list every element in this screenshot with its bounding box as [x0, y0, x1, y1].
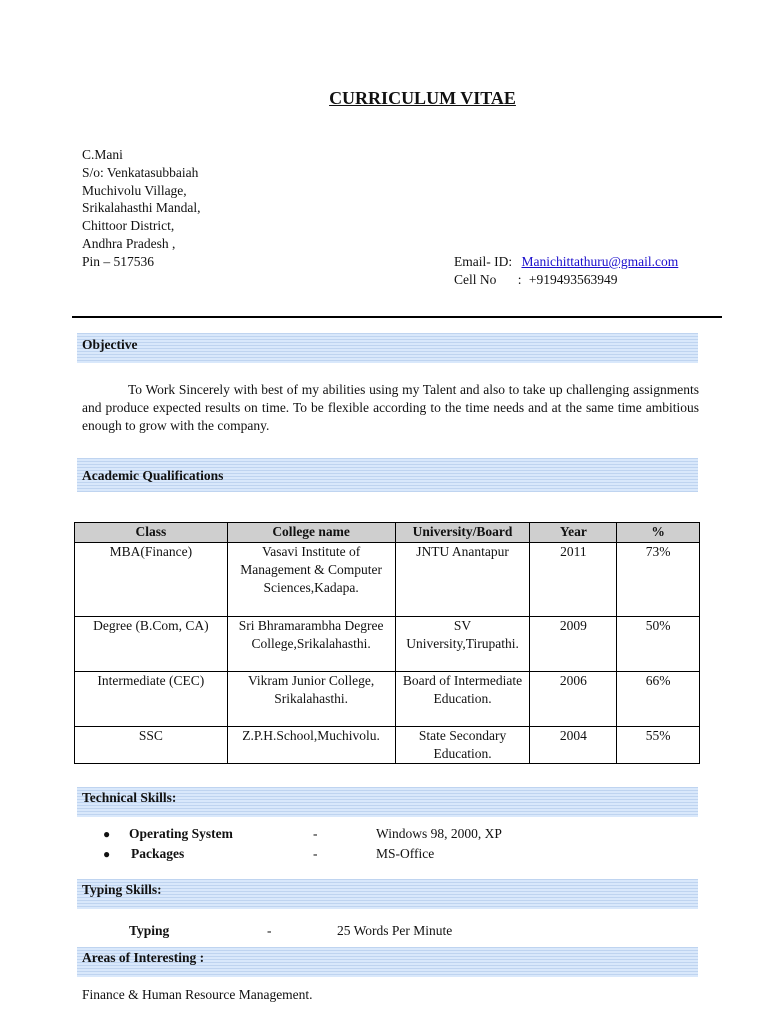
table-header-cell: College name	[227, 523, 395, 543]
typing-value: 25 Words Per Minute	[337, 923, 453, 938]
table-cell: 2011	[530, 543, 617, 617]
table-header-cell: Year	[530, 523, 617, 543]
typing-band	[77, 879, 698, 909]
table-cell: 2006	[530, 672, 617, 727]
table-cell: Sri Bhramarambha Degree College,Srikalahasthi.	[227, 617, 395, 672]
interests-text: Finance & Human Resource Management.	[82, 987, 313, 1002]
table-cell: Z.P.H.School,Muchivolu.	[227, 727, 395, 764]
document-title: CURRICULUM VITAE	[329, 88, 516, 108]
address-line: Srikalahasthi Mandal,	[82, 200, 201, 216]
table-cell: State Secondary Education.	[395, 727, 530, 764]
table-row	[75, 617, 700, 672]
address-line: Chittoor District,	[82, 218, 175, 234]
table-cell: MBA(Finance)	[75, 543, 228, 617]
cell-label: Cell No	[454, 272, 497, 287]
email-label: Email- ID:	[454, 254, 513, 269]
cell-separator: :	[517, 272, 522, 287]
address-line: Muchivolu Village,	[82, 182, 187, 198]
table-header-cell: Class	[75, 523, 228, 543]
table-cell: SSC	[75, 727, 228, 764]
table-cell: Vasavi Institute of Management & Computer Sciences,Kadapa.	[227, 543, 395, 617]
skill-label: Packages	[131, 846, 185, 861]
table-row	[75, 727, 700, 764]
table-cell: JNTU Anantapur	[395, 543, 530, 617]
skill-separator: -	[313, 846, 318, 861]
typing-separator: -	[267, 923, 272, 938]
table-cell: 50%	[617, 617, 700, 672]
address-line: Pin – 517536	[82, 253, 155, 269]
section-heading-objective: Objective	[82, 337, 138, 352]
section-heading-technical: Technical Skills:	[82, 790, 177, 805]
section-heading-typing: Typing Skills:	[82, 882, 162, 897]
table-cell: 73%	[617, 543, 700, 617]
objective-band	[77, 333, 698, 363]
table-row	[75, 672, 700, 727]
objective-text-content: To Work Sincerely with best of my abilities using my Talent and also to take up challenging assignments and produce expected results on time. To be flexible according to the time needs and at the same time ambitious enough to grow with the company.	[82, 382, 699, 433]
skill-value: Windows 98, 2000, XP	[376, 826, 502, 841]
table-cell: SV University,Tirupathi.	[395, 617, 530, 672]
email-link[interactable]: Manichittathuru@gmail.com	[521, 254, 679, 269]
academic-table	[74, 522, 700, 764]
table-cell: 55%	[617, 727, 700, 764]
skill-separator: -	[313, 826, 318, 841]
section-heading-interests: Areas of Interesting :	[82, 950, 205, 965]
bullet-icon: ●	[103, 827, 111, 841]
cell-number: +919493563949	[528, 272, 618, 287]
contact-block	[454, 253, 678, 289]
table-cell: Board of Intermediate Education.	[395, 672, 530, 727]
table-cell: Vikram Junior College, Srikalahasthi.	[227, 672, 395, 727]
skill-label: Operating System	[129, 826, 233, 841]
address-line: S/o: Venkatasubbaiah	[82, 164, 199, 180]
typing-label: Typing	[129, 923, 170, 938]
table-row	[75, 543, 700, 617]
table-cell: 2009	[530, 617, 617, 672]
header-divider	[72, 316, 722, 318]
address-line: C.Mani	[82, 147, 123, 162]
table-cell: 66%	[617, 672, 700, 727]
address-block	[82, 146, 200, 271]
address-line: Andhra Pradesh ,	[82, 235, 176, 251]
table-header-row	[75, 523, 700, 543]
section-heading-academic: Academic Qualifications	[82, 468, 224, 483]
bullet-icon: ●	[103, 847, 111, 861]
table-cell: 2004	[530, 727, 617, 764]
table-cell: Degree (B.Com, CA)	[75, 617, 228, 672]
table-header-cell: %	[617, 523, 700, 543]
table-header-cell: University/Board	[395, 523, 530, 543]
objective-text	[82, 381, 699, 435]
table-cell: Intermediate (CEC)	[75, 672, 228, 727]
skill-value: MS-Office	[376, 846, 435, 861]
